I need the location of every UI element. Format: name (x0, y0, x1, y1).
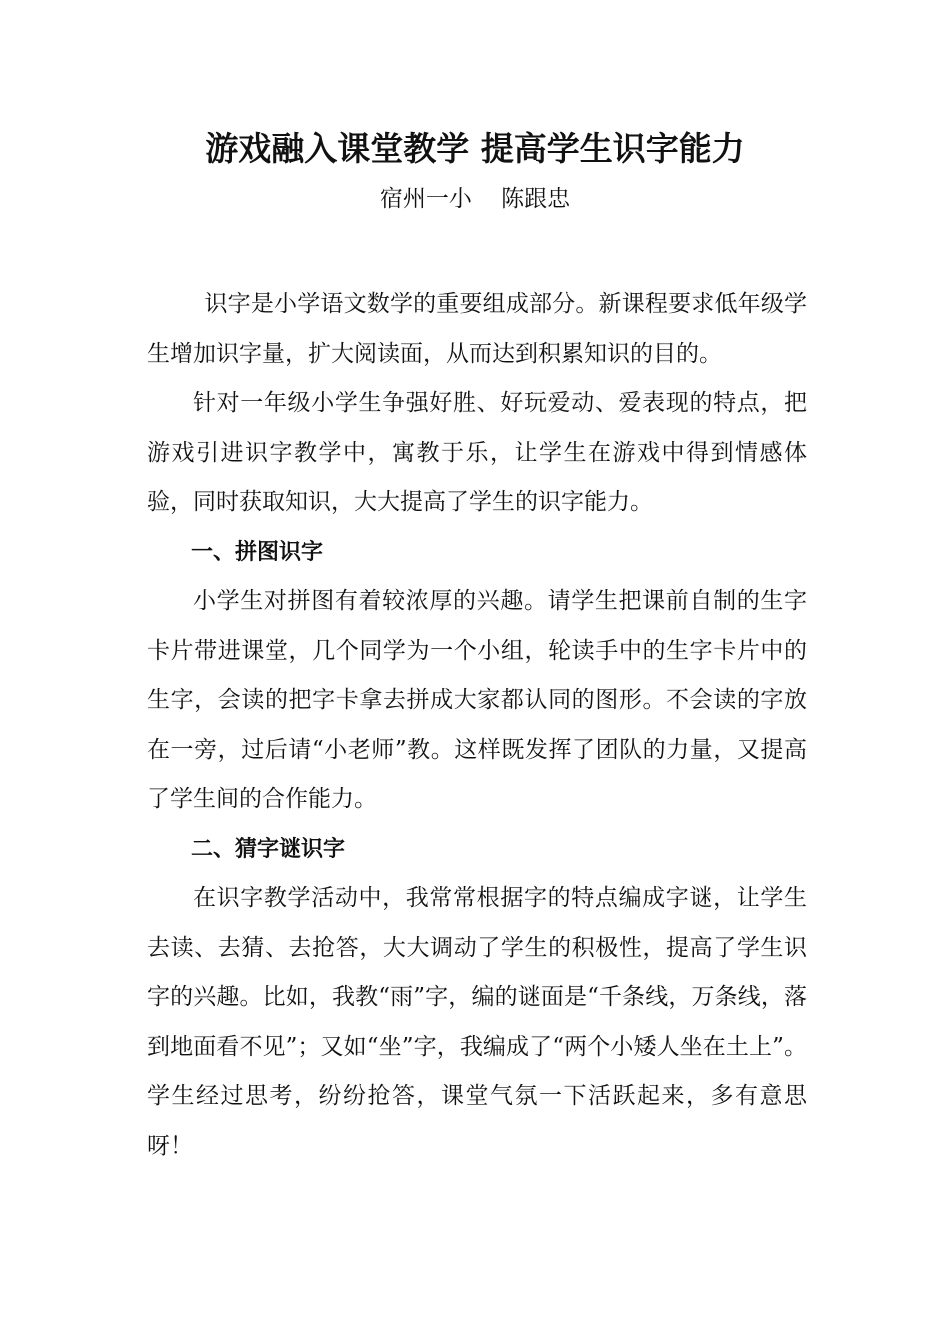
section-text-riddle: 在识字教学活动中，我常常根据字的特点编成字谜，让学生去读、去猜、去抢答，大大调动了学生的积极性，提高了学生识字的兴趣。比如，我教“雨”字，编的谜面是“千条线，万条线，落到地面看不见”；又如“坐”字，我编成了“两个小矮人坐在土上”。学生经过思考，纷纷抢答，课堂气氛一下活跃起来，多有意思呀！ (147, 885, 807, 1159)
document-body (147, 280, 807, 1171)
document-title: 游戏融入课堂教学 提高学生识字能力 (205, 129, 745, 168)
paragraph-approach: 针对一年级小学生争强好胜、好玩爱动、爱表现的特点，把游戏引进识字教学中，寓教于乐，让学生在游戏中得到情感体验，同时获取知识，大大提高了学生的识字能力。 (147, 390, 807, 515)
section-heading-riddle: 二、猜字谜识字 (191, 836, 346, 862)
paragraph-intro: 识字是小学语文数学的重要组成部分。新课程要求低年级学生增加识字量，扩大阅读面，从而达到积累知识的目的。 (147, 291, 807, 367)
section-heading-puzzle: 一、拼图识字 (191, 539, 324, 565)
section-text-puzzle: 小学生对拼图有着较浓厚的兴趣。请学生把课前自制的生字卡片带进课堂，几个同学为一个小组，轮读手中的生字卡片中的生字，会读的把字卡拿去拼成大家都认同的图形。不会读的字放在一旁，过后请“小老师”教。这样既发挥了团队的力量，又提高了学生间的合作能力。 (147, 588, 807, 812)
document-author: 宿州一小 陈跟忠 (379, 186, 571, 212)
